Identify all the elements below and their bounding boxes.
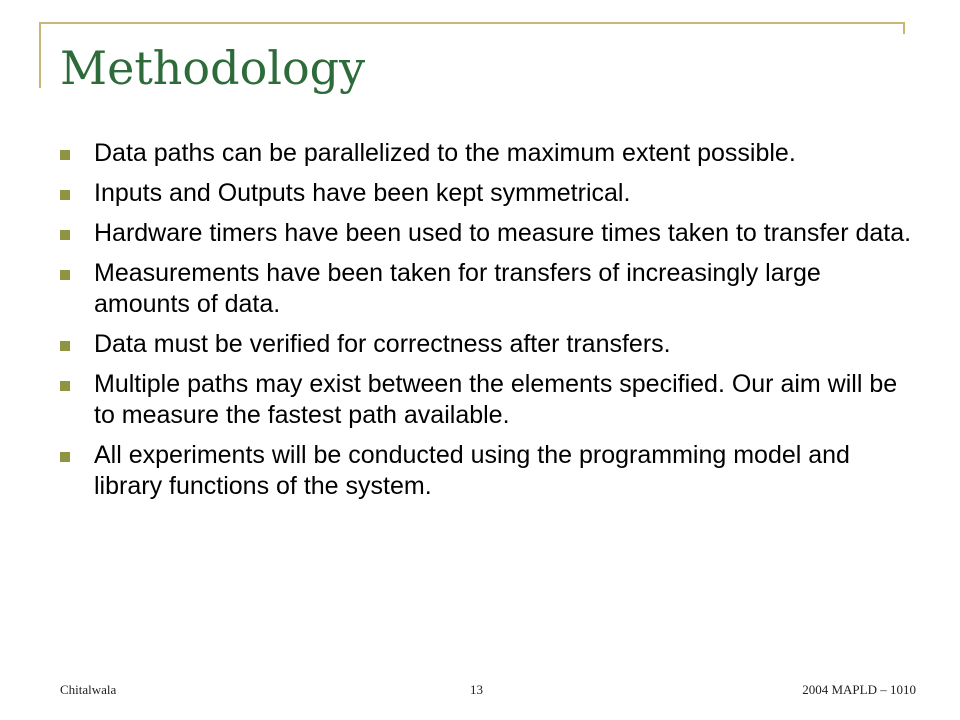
bullet-item [60, 369, 920, 431]
bullet-square-icon [60, 341, 70, 351]
bullet-square-icon [60, 230, 70, 240]
slide-frame-right-line [903, 22, 905, 34]
bullet-text: All experiments will be conducted using the programming model and library functions of the system. [94, 441, 850, 500]
bullet-text: Data must be verified for correctness after transfers. [94, 330, 671, 358]
footer-page-number: 13 [470, 682, 483, 697]
bullet-text: Data paths can be parallelized to the maximum extent possible. [94, 139, 796, 167]
bullet-text: Measurements have been taken for transfers of increasingly large amounts of data. [94, 259, 821, 318]
bullet-square-icon [60, 452, 70, 462]
bullet-item [60, 329, 920, 360]
footer-author: Chitalwala [60, 682, 117, 697]
bullet-square-icon [60, 381, 70, 391]
footer-event: 2004 MAPLD – 1010 [802, 682, 916, 697]
bullet-item [60, 178, 920, 209]
bullet-square-icon [60, 190, 70, 200]
slide-frame-left-line [39, 22, 41, 88]
bullet-square-icon [60, 150, 70, 160]
bullet-item [60, 440, 920, 502]
bullet-item [60, 138, 920, 169]
bullet-text: Inputs and Outputs have been kept symmetrical. [94, 179, 631, 207]
bullet-text: Multiple paths may exist between the elements specified. Our aim will be to measure the fastest path available. [94, 370, 898, 429]
bullet-list [60, 138, 920, 511]
slide-title: Methodology [60, 41, 366, 95]
bullet-square-icon [60, 270, 70, 280]
bullet-item [60, 218, 920, 249]
bullet-item [60, 258, 920, 320]
bullet-text: Hardware timers have been used to measure times taken to transfer data. [94, 219, 912, 247]
slide-frame-top-line [39, 22, 905, 24]
